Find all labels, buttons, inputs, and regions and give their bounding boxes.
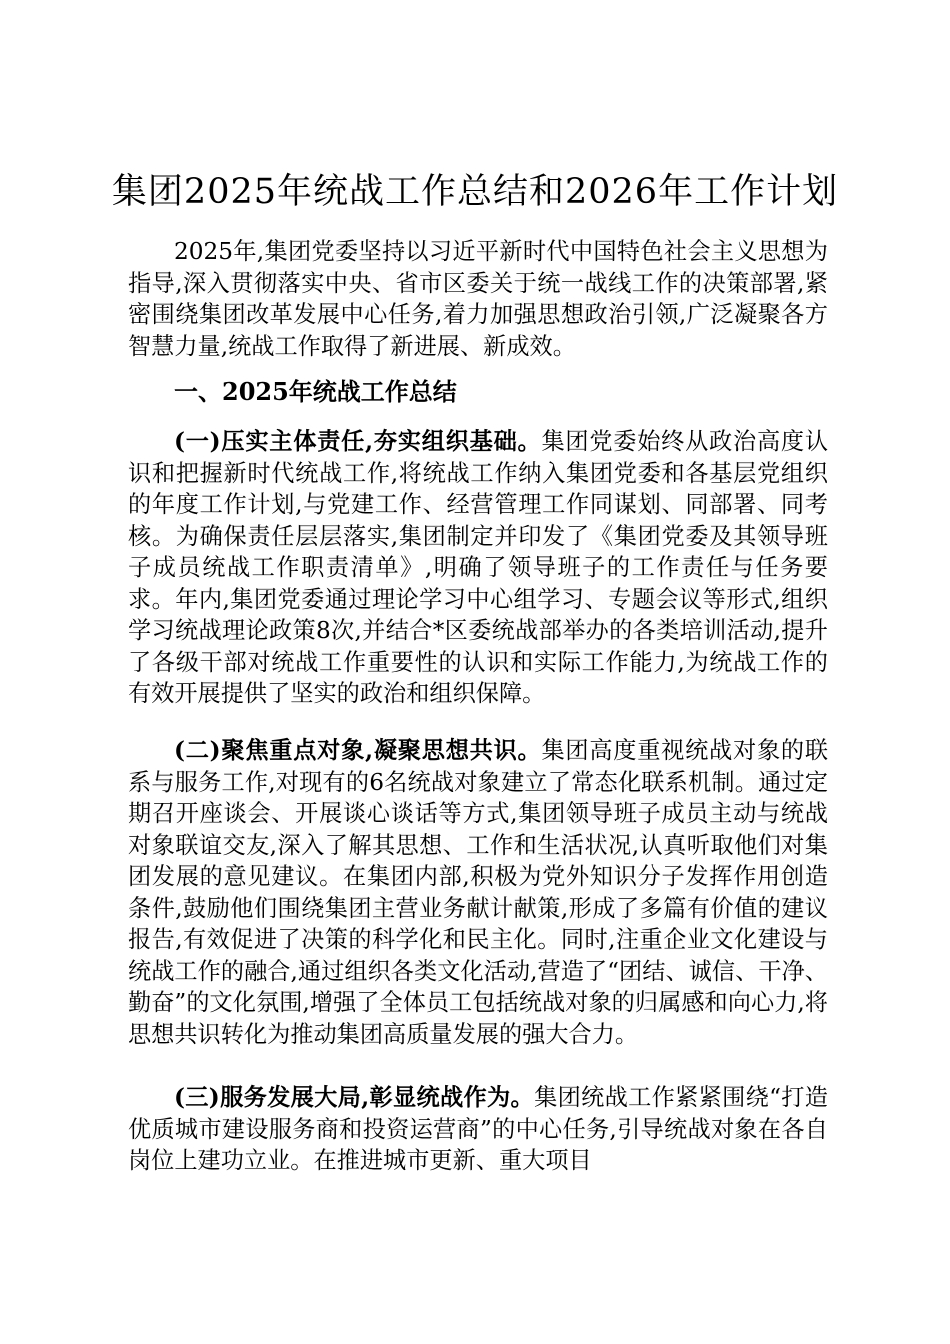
item-lead-2: (二)聚焦重点对象,凝聚思想共识。	[174, 737, 542, 764]
item-text-1: 集团党委始终从政治高度认识和把握新时代统战工作,将统战工作纳入集团党委和各基层党组织的年度工作计划,与党建工作、经营管理工作同谋划、同部署、同考核。为确保责任层层落实,集团制定并印发了《集团党委及其领导班子成员统战工作职责清单》,明确了领导班子的工作责任与任务要求。年内,集团党委通过理论学习中心组学习、专题会议等形式,组织学习统战理论政策8次,并结合*区委统战部举办的各类培训活动,提升了各级干部对统战工作重要性的认识和实际工作能力,为统战工作的有效开展提供了坚实的政治和组织保障。	[128, 428, 829, 707]
item-text-3: 集团统战工作紧紧围绕“打造优质城市建设服务商和投资运营商”的中心任务,引导统战对象在各自岗位上建功立业。在推进城市更新、重大项目	[128, 1084, 828, 1174]
intro-paragraph: 2025年,集团党委坚持以习近平新时代中国特色社会主义思想为指导,深入贯彻落实中央、省市区委关于统一战线工作的决策部署,紧密围绕集团改革发展中心任务,着力加强思想政治引领,广泛凝聚各方智慧力量,统战工作取得了新进展、新成效。	[128, 238, 828, 360]
section-heading: 一、2025年统战工作总结	[174, 377, 457, 406]
item-lead-1: (一)压实主体责任,夯实组织基础。	[174, 428, 542, 455]
item-text-2: 集团高度重视统战对象的联系与服务工作,对现有的6名统战对象建立了常态化联系机制。通过定期召开座谈会、开展谈心谈话等方式,集团领导班子成员主动与统战对象联谊交友,深入了解其思想、工作和生活状况,认真听取他们对集团发展的意见建议。在集团内部,积极为党外知识分子发挥作用创造条件,鼓励他们围绕集团主营业务献计献策,形成了多篇有价值的建议报告,有效促进了决策的科学化和民主化。同时,注重企业文化建设与统战工作的融合,通过组织各类文化活动,营造了“团结、诚信、干净、勤奋”的文化氛围,增强了全体员工包括统战对象的归属感和向心力,将思想共识转化为推动集团高质量发展的强大合力。	[128, 737, 829, 1048]
item-lead-3: (三)服务发展大局,彰显统战作为。	[174, 1084, 535, 1111]
document-title: 集团2025年统战工作总结和2026年工作计划	[111, 172, 839, 212]
item-paragraph-2	[128, 735, 828, 1050]
item-paragraph-3	[128, 1082, 828, 1177]
item-paragraph-1	[128, 426, 828, 710]
